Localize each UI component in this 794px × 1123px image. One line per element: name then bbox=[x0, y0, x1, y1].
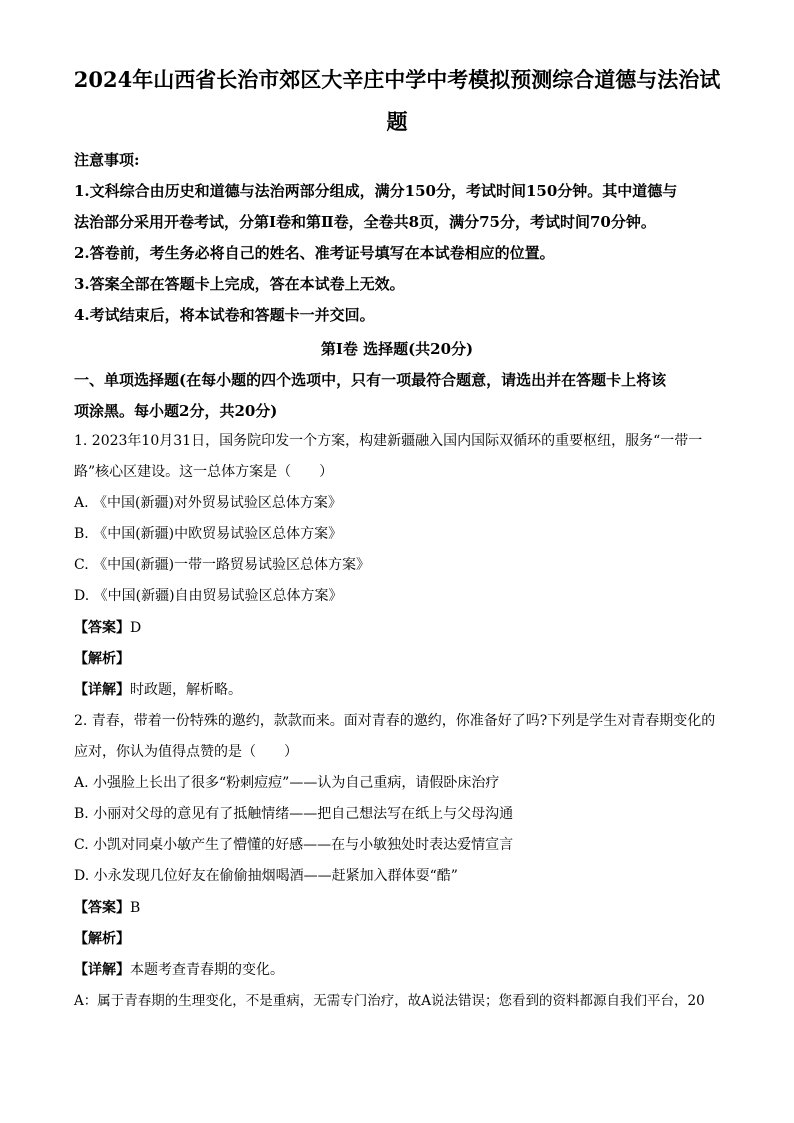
document-title: 2024年山西省长治市郊区大辛庄中学中考模拟预测综合道德与法治试 bbox=[73, 67, 721, 92]
notice-item: 4.考试结束后，将本试卷和答题卡一并交回。 bbox=[74, 306, 375, 324]
section-heading: 第Ⅰ卷 选择题(共20分) bbox=[320, 340, 474, 358]
question-2-option-b: B. 小丽对父母的意见有了抵触情绪——把自己想法写在纸上与父母沟通 bbox=[74, 806, 514, 822]
question-1-stem: 1. 2023年10月31日，国务院印发一个方案，构建新疆融入国内国际双循环的重要枢纽，服务“一带一 bbox=[74, 433, 703, 449]
question-1-option-c: C. 《中国(新疆)一带一路贸易试验区总体方案》 bbox=[74, 557, 371, 573]
notice-item: 法治部分采用开卷考试，分第Ⅰ卷和第Ⅱ卷，全卷共8页，满分75分，考试时间70分钟。 bbox=[74, 213, 656, 231]
detail-text: 时政题，解析略。 bbox=[130, 682, 242, 698]
notice-item: 2.答卷前，考生务必将自己的姓名、准考证号填写在本试卷相应的位置。 bbox=[74, 244, 555, 262]
question-2-option-a: A. 小强脸上长出了很多“粉刺痘痘”——认为自己重病，请假卧床治疗 bbox=[74, 775, 500, 791]
question-2-answer bbox=[74, 898, 140, 918]
question-1-option-d: D. 《中国(新疆)自由贸易试验区总体方案》 bbox=[74, 588, 343, 604]
notice-item: 3.答案全部在答题卡上完成，答在本试卷上无效。 bbox=[74, 275, 405, 293]
detail-label: 【详解】 bbox=[74, 682, 130, 698]
answer-label: 【答案】 bbox=[74, 900, 130, 916]
question-2-option-c: C. 小凯对同桌小敏产生了懵懂的好感——在与小敏独处时表达爱情宣言 bbox=[74, 837, 514, 853]
detail-text: 本题考查青春期的变化。 bbox=[130, 962, 284, 978]
question-2-stem: 2. 青春，带着一份特殊的邀约，款款而来。面对青春的邀约，你准备好了吗?下列是学生对青春期变化的 bbox=[74, 713, 716, 729]
question-1-answer bbox=[74, 618, 141, 638]
answer-value: B bbox=[130, 900, 141, 916]
question-1-option-b: B. 《中国(新疆)中欧贸易试验区总体方案》 bbox=[74, 526, 343, 542]
answer-value: D bbox=[130, 620, 142, 636]
question-1-detail bbox=[74, 680, 242, 700]
detail-label: 【详解】 bbox=[74, 962, 130, 978]
notice-heading: 注意事项: bbox=[74, 151, 140, 169]
question-2-stem-continued: 应对，你认为值得点赞的是（ ） bbox=[74, 744, 298, 760]
question-1-stem-continued: 路”核心区建设。这一总体方案是（ ） bbox=[74, 464, 334, 480]
document-title-continued: 题 bbox=[386, 109, 408, 134]
answer-label: 【答案】 bbox=[74, 620, 130, 636]
question-1-analysis-label: 【解析】 bbox=[74, 651, 130, 667]
question-2-detail bbox=[74, 960, 284, 980]
question-2-option-d: D. 小永发现几位好友在偷偷抽烟喝酒——赶紧加入群体耍“酷” bbox=[74, 868, 458, 884]
notice-item: 1.文科综合由历史和道德与法治两部分组成，满分150分，考试时间150分钟。其中道德与 bbox=[74, 182, 678, 200]
question-1-option-a: A. 《中国(新疆)对外贸易试验区总体方案》 bbox=[74, 495, 342, 511]
question-2-analysis-label: 【解析】 bbox=[74, 931, 130, 947]
question-2-explanation: A：属于青春期的生理变化，不是重病，无需专门治疗，故A说法错误；您看到的资料都源自我们平台，20 bbox=[74, 993, 705, 1009]
section-instruction-continued: 项涂黑。每小题2分，共20分) bbox=[74, 402, 278, 420]
section-instruction: 一、单项选择题(在每小题的四个选项中，只有一项最符合题意，请选出并在答题卡上将该 bbox=[74, 371, 667, 389]
